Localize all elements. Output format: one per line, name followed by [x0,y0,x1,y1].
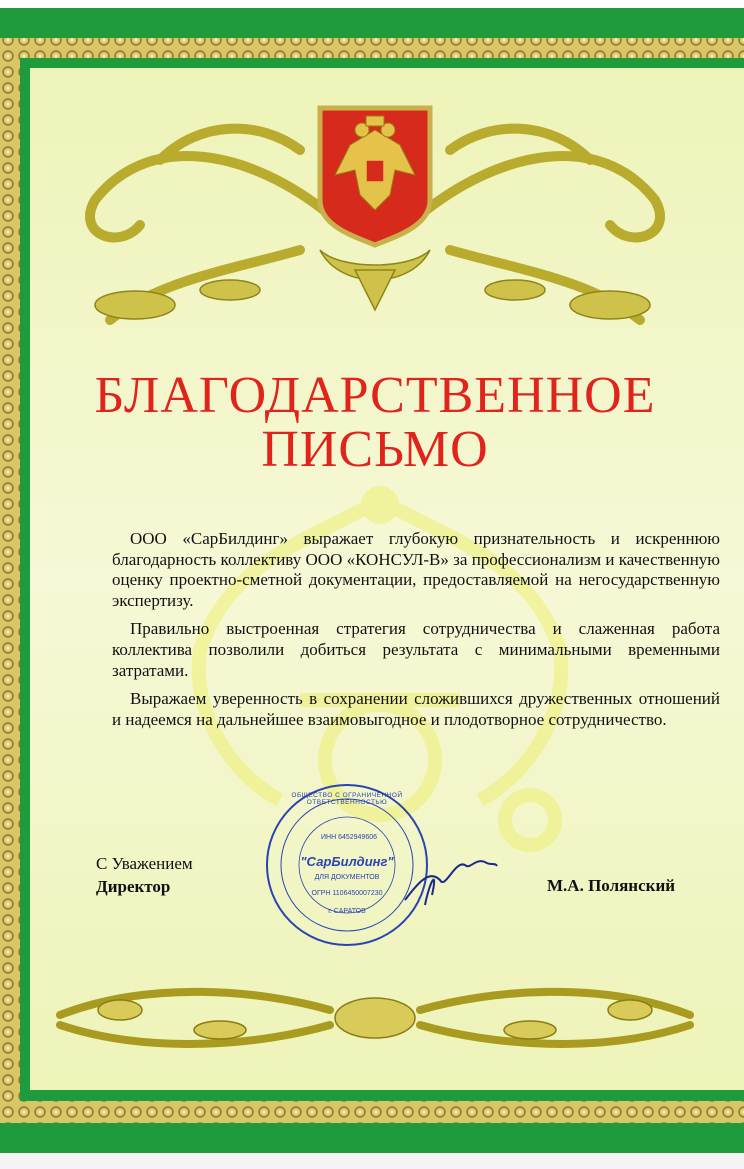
seal-company-name: "СарБилдинг" [300,854,394,869]
coat-of-arms-shield [320,108,430,245]
signer-name: М.А. Полянский [547,876,676,895]
signer-title: Директор [96,877,171,896]
paragraph-3: Выражаем уверенность в сохранении сложившихся дружественных отношений и надеемся на дальнейшее взаимовыгодное и плодотворное сотрудничество. [112,689,720,729]
closing-text: С Уважением [96,854,193,873]
seal-ogrn: ОГРН 1106450007230 [311,890,383,897]
signature-block [96,852,193,898]
title-line-1: БЛАГОДАРСТВЕННОЕ [94,367,656,424]
paragraph-2: Правильно выстроенная стратегия сотрудничества и слаженная работа коллектива позволили добиться результата с минимальными временными затратами. [112,619,720,680]
paragraph-1: ООО «СарБилдинг» выражает глубокую признательность и искреннюю благодарность коллективу ООО «КОНСУЛ-В» за профессионализм и качественную оценку проектно-сметной документации, предоставляемой на негосударственную экспертизу. [112,529,720,610]
letter-body [112,529,720,738]
seal-city: г. САРАТОВ [328,908,366,915]
seal-inn: ИНН 6452949606 [320,834,378,841]
title-line-2: ПИСЬМО [261,421,489,478]
company-seal [264,782,430,948]
seal-ring-text: ОБЩЕСТВО С ОГРАНИЧЕННОЙ ОТВЕТСТВЕННОСТЬЮ [291,792,403,806]
seal-subtitle: ДЛЯ ДОКУМЕНТОВ [314,874,380,881]
